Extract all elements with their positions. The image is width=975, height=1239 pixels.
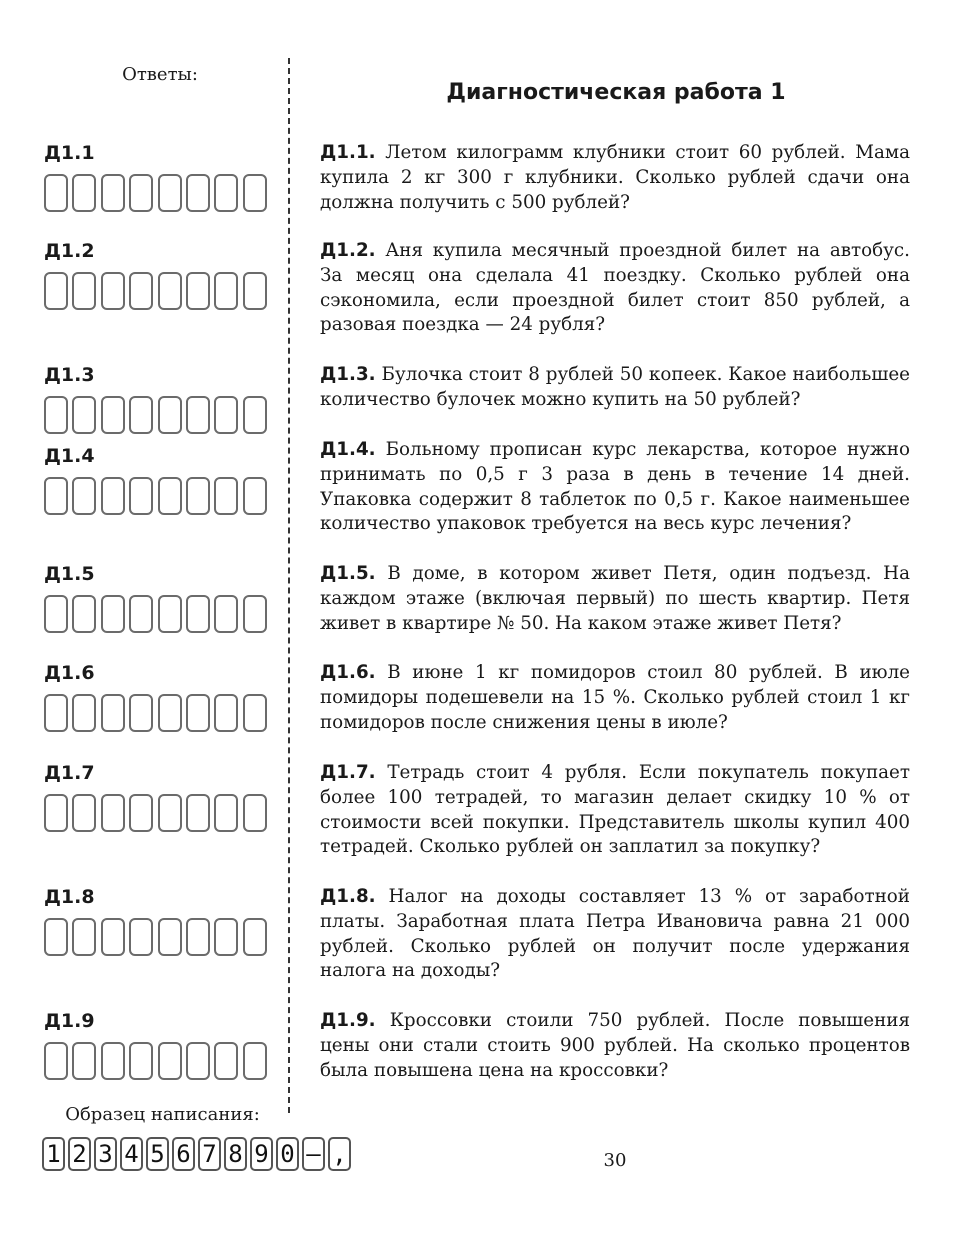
problem-number: Д1.9.	[320, 1010, 376, 1031]
answer-cell[interactable]	[243, 595, 267, 633]
answer-cell[interactable]	[44, 396, 68, 434]
problem-6	[320, 661, 910, 735]
answer-cell[interactable]	[243, 794, 267, 832]
answer-boxes[interactable]	[44, 794, 272, 832]
answer-cell[interactable]	[214, 918, 238, 956]
sample-digit: 2	[68, 1137, 91, 1171]
answer-cell[interactable]	[72, 477, 96, 515]
sample-digit: –	[302, 1137, 325, 1171]
answer-cell[interactable]	[243, 694, 267, 732]
answer-block-6	[44, 660, 272, 732]
answer-cell[interactable]	[214, 595, 238, 633]
answer-cell[interactable]	[186, 918, 210, 956]
problem-text: В июне 1 кг помидоров стоил 80 рублей. В июле помидоры подешевели на 15 %. Сколько рублей стоил 1 кг помидоров после снижения цены в июле?	[320, 662, 910, 733]
answer-cell[interactable]	[44, 694, 68, 732]
answer-cell[interactable]	[158, 918, 182, 956]
answer-boxes[interactable]	[44, 396, 272, 434]
answer-label: Д1.5	[44, 563, 95, 585]
problem-8	[320, 885, 910, 984]
answer-cell[interactable]	[129, 794, 153, 832]
answer-cell[interactable]	[44, 272, 68, 310]
answer-cell[interactable]	[129, 694, 153, 732]
page-number: 30	[603, 1150, 627, 1171]
answer-cell[interactable]	[186, 694, 210, 732]
answer-cell[interactable]	[101, 595, 125, 633]
answer-cell[interactable]	[158, 174, 182, 212]
answer-cell[interactable]	[72, 794, 96, 832]
answer-cell[interactable]	[186, 272, 210, 310]
answer-cell[interactable]	[186, 595, 210, 633]
answer-cell[interactable]	[243, 477, 267, 515]
problem-number: Д1.4.	[320, 439, 376, 460]
answer-block-5	[44, 561, 272, 633]
problem-text: В доме, в котором живет Петя, один подъезд. На каждом этаже (включая первый) по шесть квартир. Петя живет в квартире № 50. На каком этаже живет Петя?	[320, 563, 910, 634]
answer-cell[interactable]	[72, 1042, 96, 1080]
sample-digit: 4	[120, 1137, 143, 1171]
answer-label: Д1.6	[44, 662, 95, 684]
problem-5	[320, 562, 910, 636]
answer-cell[interactable]	[243, 396, 267, 434]
answer-cell[interactable]	[101, 918, 125, 956]
answer-cell[interactable]	[214, 272, 238, 310]
sample-digits	[42, 1137, 354, 1171]
answer-cell[interactable]	[186, 174, 210, 212]
answer-cell[interactable]	[72, 694, 96, 732]
answer-block-4	[44, 443, 272, 515]
answer-boxes[interactable]	[44, 694, 272, 732]
answer-cell[interactable]	[72, 396, 96, 434]
problem-text: Аня купила месячный проездной билет на автобус. За месяц она сделала 41 поездку. Сколько рублей она сэкономила, если проездной билет стоит 850 рублей, а разовая поездка — 24 рубля?	[320, 240, 910, 336]
answer-cell[interactable]	[72, 918, 96, 956]
problem-number: Д1.1.	[320, 142, 376, 163]
answer-cell[interactable]	[243, 918, 267, 956]
problem-4	[320, 438, 910, 537]
answer-cell[interactable]	[243, 272, 267, 310]
problem-text: Летом килограмм клубники стоит 60 рублей. Мама купила 2 кг 300 г клубники. Сколько рублей сдачи она должна получить с 500 рублей?	[320, 142, 910, 213]
answer-cell[interactable]	[158, 595, 182, 633]
sample-digit: ,	[328, 1137, 351, 1171]
problem-9	[320, 1009, 910, 1083]
answer-cell[interactable]	[214, 1042, 238, 1080]
problem-text: Больному прописан курс лекарства, которое нужно принимать по 0,5 г 3 раза в день в течение 14 дней. Упаковка содержит 8 таблеток по 0,5 г. Какое наименьшее количество упаковок требуется на весь курс лечения?	[320, 439, 910, 535]
problem-3	[320, 363, 910, 413]
sample-digit: 5	[146, 1137, 169, 1171]
answer-boxes[interactable]	[44, 477, 272, 515]
answer-label: Д1.1	[44, 142, 95, 164]
answer-cell[interactable]	[186, 794, 210, 832]
sample-digit: 1	[42, 1137, 65, 1171]
problem-number: Д1.5.	[320, 563, 376, 584]
problem-number: Д1.6.	[320, 662, 376, 683]
answer-cell[interactable]	[214, 794, 238, 832]
answer-block-1	[44, 140, 272, 212]
answer-boxes[interactable]	[44, 1042, 272, 1080]
answer-label: Д1.9	[44, 1010, 95, 1032]
problem-1	[320, 141, 910, 215]
answer-cell[interactable]	[44, 174, 68, 212]
answer-cell[interactable]	[129, 477, 153, 515]
answer-label: Д1.4	[44, 445, 95, 467]
answer-cell[interactable]	[186, 1042, 210, 1080]
answer-cell[interactable]	[129, 1042, 153, 1080]
answer-label: Д1.2	[44, 240, 95, 262]
answer-block-9	[44, 1008, 272, 1080]
answer-cell[interactable]	[44, 918, 68, 956]
dashed-divider	[288, 58, 290, 1113]
answer-block-8	[44, 884, 272, 956]
answer-cell[interactable]	[158, 794, 182, 832]
sample-digit: 6	[172, 1137, 195, 1171]
answer-cell[interactable]	[186, 477, 210, 515]
answer-cell[interactable]	[129, 595, 153, 633]
answer-cell[interactable]	[72, 272, 96, 310]
answer-cell[interactable]	[101, 694, 125, 732]
answer-cell[interactable]	[158, 272, 182, 310]
sample-digit: 3	[94, 1137, 117, 1171]
problem-7	[320, 761, 910, 860]
answer-cell[interactable]	[186, 396, 210, 434]
answer-cell[interactable]	[214, 174, 238, 212]
answer-cell[interactable]	[243, 174, 267, 212]
answer-boxes[interactable]	[44, 595, 272, 633]
problem-2	[320, 239, 910, 338]
answer-cell[interactable]	[101, 174, 125, 212]
answer-cell[interactable]	[44, 477, 68, 515]
answer-label: Д1.7	[44, 762, 95, 784]
problem-text: Булочка стоит 8 рублей 50 копеек. Какое наибольшее количество булочек можно купить на 50 рублей?	[320, 364, 910, 410]
problem-text: Тетрадь стоит 4 рубля. Если покупатель покупает более 100 тетрадей, то магазин делает скидку 10 % от стоимости всей покупки. Представитель школы купил 400 тетрадей. Сколько рублей он заплатил за покупку?	[320, 762, 910, 858]
answer-cell[interactable]	[214, 477, 238, 515]
problem-text: Кроссовки стоили 750 рублей. После повышения цены они стали стоить 900 рублей. На сколько процентов была повышена цена на кроссовки?	[320, 1010, 910, 1081]
answer-block-7	[44, 760, 272, 832]
answer-cell[interactable]	[158, 694, 182, 732]
answer-label: Д1.8	[44, 886, 95, 908]
answer-cell[interactable]	[214, 396, 238, 434]
answer-cell[interactable]	[101, 396, 125, 434]
problem-number: Д1.8.	[320, 886, 376, 907]
answer-label: Д1.3	[44, 364, 95, 386]
answer-cell[interactable]	[101, 272, 125, 310]
sample-digit: 0	[276, 1137, 299, 1171]
answer-cell[interactable]	[158, 396, 182, 434]
answer-cell[interactable]	[101, 1042, 125, 1080]
answer-cell[interactable]	[72, 595, 96, 633]
answer-cell[interactable]	[158, 477, 182, 515]
answer-cell[interactable]	[129, 174, 153, 212]
sample-label: Образец написания:	[65, 1104, 260, 1125]
problem-number: Д1.2.	[320, 240, 376, 261]
answer-boxes[interactable]	[44, 272, 272, 310]
answer-cell[interactable]	[129, 396, 153, 434]
answer-cell[interactable]	[44, 595, 68, 633]
answer-cell[interactable]	[129, 918, 153, 956]
problem-number: Д1.7.	[320, 762, 376, 783]
answer-cell[interactable]	[101, 477, 125, 515]
sample-digit: 7	[198, 1137, 221, 1171]
answer-cell[interactable]	[72, 174, 96, 212]
sample-digit: 9	[250, 1137, 273, 1171]
answer-block-3	[44, 362, 272, 434]
answer-boxes[interactable]	[44, 918, 272, 956]
sample-digit: 8	[224, 1137, 247, 1171]
problem-text: Налог на доходы составляет 13 % от заработной платы. Заработная плата Петра Ивановича равна 21 000 рублей. Сколько рублей он получит после удержания налога на доходы?	[320, 886, 910, 982]
answer-cell[interactable]	[158, 1042, 182, 1080]
answers-header: Ответы:	[122, 64, 198, 85]
answer-cell[interactable]	[243, 1042, 267, 1080]
answer-cell[interactable]	[129, 272, 153, 310]
problem-number: Д1.3.	[320, 364, 376, 385]
answer-cell[interactable]	[44, 794, 68, 832]
answer-cell[interactable]	[214, 694, 238, 732]
answer-block-2	[44, 238, 272, 310]
answer-cell[interactable]	[101, 794, 125, 832]
answer-cell[interactable]	[44, 1042, 68, 1080]
page-title: Диагностическая работа 1	[446, 80, 786, 105]
answer-boxes[interactable]	[44, 174, 272, 212]
